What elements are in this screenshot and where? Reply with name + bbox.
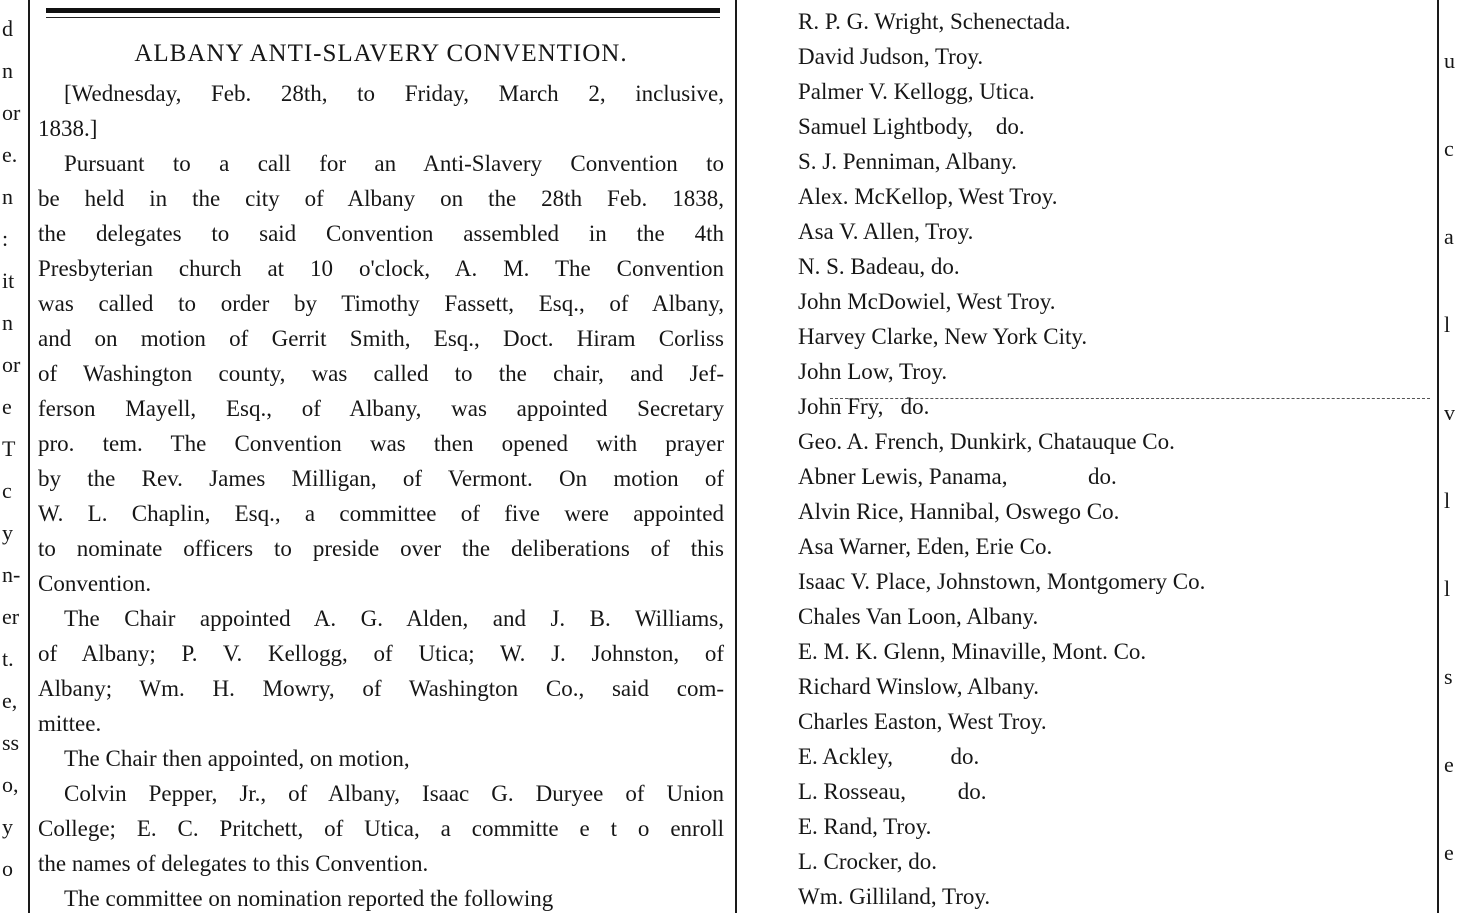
delegate-entry: Palmer V. Kellogg, Utica. [798,79,1035,104]
fragment-text: c [2,478,12,503]
heading-rule-thick [46,8,720,13]
text-line: be held in the city of Albany on the 28th Feb. 1838, [38,186,724,211]
delegate-entry: John McDowiel, West Troy. [798,289,1056,314]
fragment-text: : [2,226,9,251]
paragraph-4 [38,776,724,881]
fold-crease [830,398,1430,400]
heading-rule-thin [46,17,720,18]
right-column-fragments [1442,0,1468,913]
fragment-text: o [2,856,13,881]
fragment-text: T [2,436,16,461]
article-dateline-end: 1838.] [38,116,98,141]
delegate-entry: R. P. G. Wright, Schenectada. [798,9,1071,34]
text-line: the delegates to said Convention assembled in the 4th [38,221,724,246]
text-line: Pursuant to a call for an Anti-Slavery Convention to [64,151,724,176]
fragment-text: a [1444,224,1454,249]
delegate-entry: E. M. K. Glenn, Minaville, Mont. Co. [798,639,1147,664]
delegate-entry: Asa Warner, Eden, Erie Co. [798,534,1053,559]
cut-off-line: The committee on nomination reported the following [64,886,554,911]
fragment-text: c [1444,136,1454,161]
delegate-entry: David Judson, Troy. [798,44,984,69]
text-line: ferson Mayell, Esq., of Albany, was appointed Secretary [38,396,724,421]
fragment-text: er [2,604,20,629]
article-dateline: [Wednesday, Feb. 28th, to Friday, March 2, inclusive, [64,81,724,106]
fragment-text: it [2,268,15,293]
delegate-entry: Charles Easton, West Troy. [798,709,1047,734]
delegate-entry: L. Crocker, do. [798,849,937,874]
delegate-entry: S. J. Penniman, Albany. [798,149,1017,174]
text-line: of Albany; P. V. Kellogg, of Utica; W. J. Johnston, of [38,641,724,666]
text-line: Presbyterian church at 10 o'clock, A. M. The Convention [38,256,724,281]
text-line: by the Rev. James Milligan, of Vermont. On motion of [38,466,724,491]
text-line: Convention. [38,571,152,596]
paragraph-2 [38,601,724,741]
fragment-text: l [1444,312,1451,337]
column-rule-right [1437,0,1439,913]
paragraph-1 [38,146,724,601]
delegate-entry: N. S. Badeau, do. [798,254,960,279]
delegate-entry: Wm. Gilliland, Troy. [798,884,991,909]
delegate-entry: Asa V. Allen, Troy. [798,219,974,244]
delegate-entry: Geo. A. French, Dunkirk, Chatauque Co. [798,429,1175,454]
fragment-text: l [1444,576,1451,601]
delegate-entry: Isaac V. Place, Johnstown, Montgomery Co. [798,569,1206,594]
fragment-text: ss [2,730,20,755]
text-line: mittee. [38,711,102,736]
fragment-text: e. [2,142,18,167]
delegate-entry: E. Rand, Troy. [798,814,932,839]
text-line: The Chair then appointed, on motion, [64,746,410,771]
text-line: Colvin Pepper, Jr., of Albany, Isaac G. Duryee of Union [64,781,724,806]
fragment-text: o, [2,772,19,797]
delegate-entry: John Fry, do. [798,394,930,419]
fragment-text: t. [2,646,14,671]
fragment-text: y [2,520,13,545]
text-line: and on motion of Gerrit Smith, Esq., Doct. Hiram Corliss [38,326,724,351]
fragment-text: e, [2,688,18,713]
fragment-text: n [2,310,13,335]
column-rule-left [28,0,30,913]
fragment-text: e [2,394,12,419]
delegate-entry: Harvey Clarke, New York City. [798,324,1088,349]
text-line: the names of delegates to this Convention. [38,851,429,876]
fragment-text: n- [2,562,21,587]
text-line: W. L. Chaplin, Esq., a committee of five were appointed [38,501,724,526]
delegate-entry: Richard Winslow, Albany. [798,674,1039,699]
text-line: Albany; Wm. H. Mowry, of Washington Co., said com- [38,676,724,701]
fragment-text: or [2,352,21,377]
fragment-text: e [1444,840,1454,865]
delegate-entry: Samuel Lightbody, do. [798,114,1025,139]
delegate-entry: Alex. McKellop, West Troy. [798,184,1058,209]
fragment-text: u [1444,48,1455,73]
delegates-list [798,4,1358,914]
fragment-text: n [2,184,13,209]
left-column-fragments [0,0,26,913]
delegate-entry: E. Ackley, do. [798,744,980,769]
delegate-entry: Chales Van Loon, Albany. [798,604,1039,629]
delegate-entry: Alvin Rice, Hannibal, Oswego Co. [798,499,1120,524]
fragment-text: d [2,16,13,41]
fragment-text: n [2,58,13,83]
paragraph-3 [38,741,724,776]
delegate-entry: John Low, Troy. [798,359,948,384]
delegate-entry: L. Rosseau, do. [798,779,987,804]
fragment-text: e [1444,752,1454,777]
fragment-text: s [1444,664,1453,689]
text-line: pro. tem. The Convention was then opened with prayer [38,431,724,456]
fragment-text: or [2,100,21,125]
text-line: College; E. C. Pritchett, of Utica, a committe e t o enroll [38,816,724,841]
article-column [38,24,724,911]
fragment-text: l [1444,488,1451,513]
text-line: to nominate officers to preside over the deliberations of this [38,536,724,561]
column-rule-middle [735,0,737,913]
article-title: ALBANY ANTI-SLAVERY CONVENTION. [134,40,628,67]
fragment-text: y [2,814,13,839]
delegate-entry: Abner Lewis, Panama, do. [798,464,1117,489]
fragment-text: v [1444,400,1455,425]
text-line: of Washington county, was called to the chair, and Jef- [38,361,724,386]
text-line: was called to order by Timothy Fassett, Esq., of Albany, [38,291,724,316]
text-line: The Chair appointed A. G. Alden, and J. B. Williams, [64,606,724,631]
